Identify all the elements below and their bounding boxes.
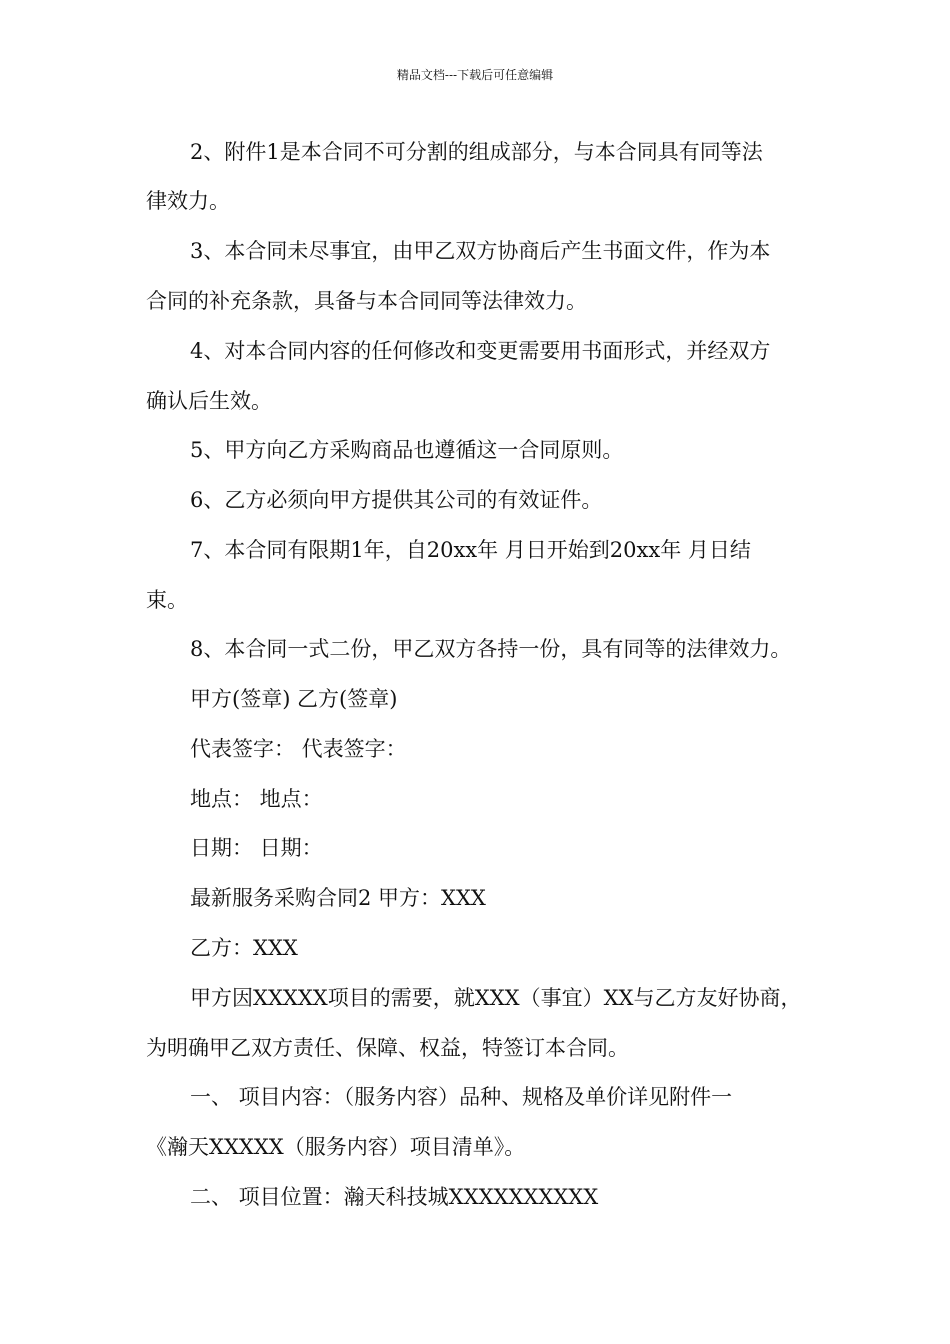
paragraph-line: 4、对本合同内容的任何修改和变更需要用书面形式，并经双方 <box>190 339 771 363</box>
paragraph-line: 7、本合同有限期1年，自20xx年 月日开始到20xx年 月日结 <box>190 538 751 562</box>
paragraph-line: 束。 <box>146 588 188 612</box>
paragraph-line: 二、 项目位置：瀚天科技城XXXXXXXXXX <box>190 1185 599 1209</box>
paragraph-line: 确认后生效。 <box>146 389 272 413</box>
paragraph-line: 2、附件1是本合同不可分割的组成部分，与本合同具有同等法 <box>190 140 763 164</box>
paragraph-line: 合同的补充条款，具备与本合同同等法律效力。 <box>146 289 587 313</box>
signature-line: 甲方(签章) 乙方(签章) <box>190 687 398 711</box>
signature-line: 代表签字： 代表签字： <box>190 737 407 761</box>
paragraph-line: 一、 项目内容：（服务内容）品种、规格及单价详见附件一 <box>190 1085 733 1109</box>
contract-title-line: 最新服务采购合同2 甲方：XXX <box>190 886 486 910</box>
signature-line: 日期： 日期： <box>190 836 323 860</box>
paragraph-line: 乙方：XXX <box>190 936 298 960</box>
paragraph-line: 3、本合同未尽事宜，由甲乙双方协商后产生书面文件，作为本 <box>190 239 771 263</box>
paragraph-line: 《瀚天XXXXX（服务内容）项目清单》。 <box>146 1135 526 1159</box>
paragraph-line: 6、乙方必须向甲方提供其公司的有效证件。 <box>190 488 603 512</box>
signature-line: 地点： 地点： <box>190 787 323 811</box>
paragraph-line: 8、本合同一式二份，甲乙双方各持一份，具有同等的法律效力。 <box>190 637 792 661</box>
paragraph-line: 5、甲方向乙方采购商品也遵循这一合同原则。 <box>190 438 624 462</box>
paragraph-line: 甲方因XXXXX项目的需要，就XXX（事宜）XX与乙方友好协商， <box>190 986 802 1010</box>
page-header: 精品文档---下载后可任意编辑 <box>396 68 554 82</box>
paragraph-line: 为明确甲乙双方责任、保障、权益，特签订本合同。 <box>146 1036 629 1060</box>
paragraph-line: 律效力。 <box>146 189 230 213</box>
